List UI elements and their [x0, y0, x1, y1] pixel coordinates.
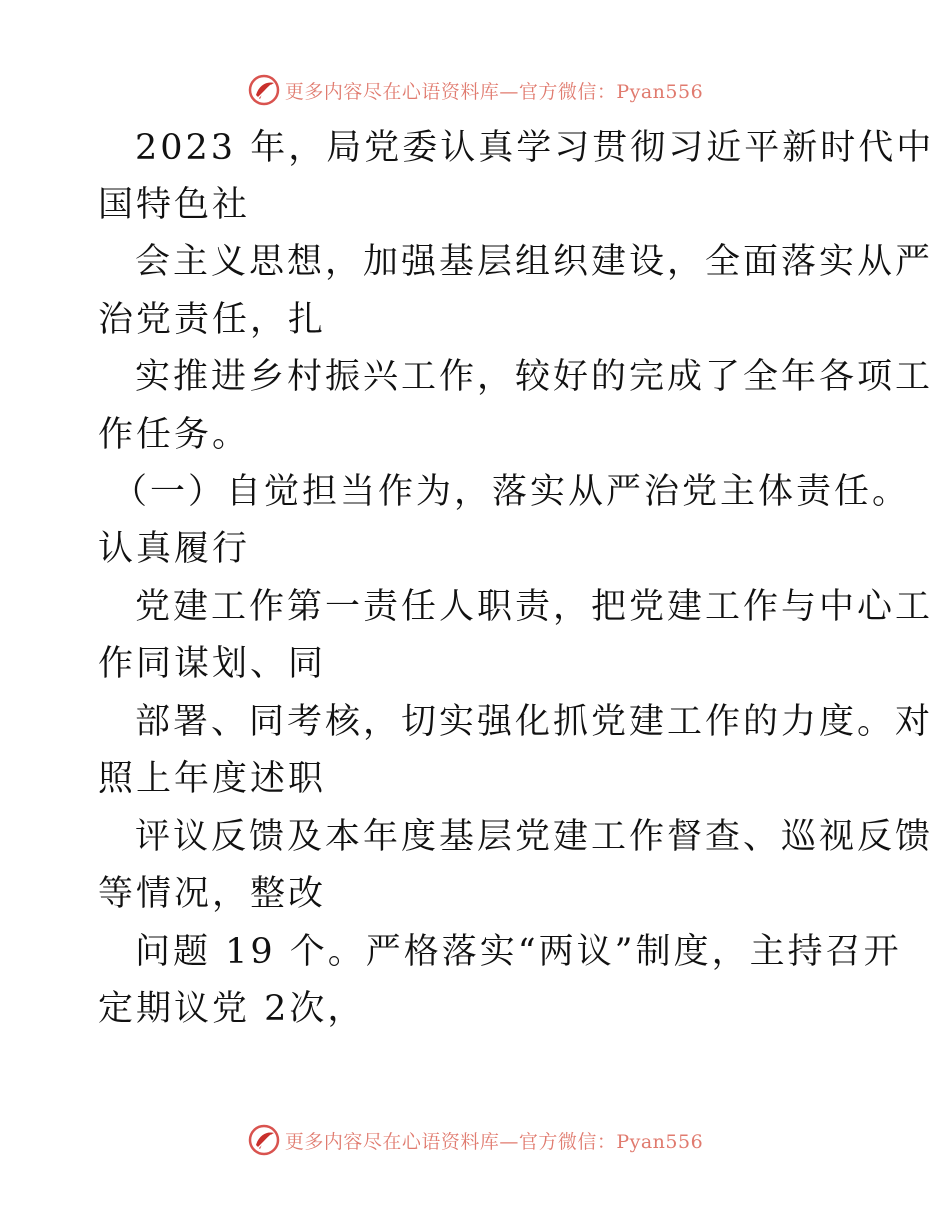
paragraph-line: 作任务。	[98, 415, 251, 455]
paragraph-line: 党建工作第一责任人职责，把党建工作与中心工	[135, 587, 934, 627]
paragraph-line: 问题 19 个。严格落实“两议”制度，主持召开	[135, 932, 902, 972]
footer-banner	[0, 1120, 950, 1160]
paragraph-line: 2023 年，局党委认真学习贯彻习近平新时代中	[135, 128, 935, 168]
paragraph-line: 部署、同考核，切实强化抓党建工作的力度。对	[135, 702, 934, 742]
paragraph-line: 会主义思想，加强基层组织建设，全面落实从严	[135, 242, 934, 282]
paragraph-line: 作同谋划、同	[98, 644, 327, 684]
section-heading-line: （一）自觉担当作为，落实从严治党主体责任。	[112, 472, 911, 512]
paragraph-line: 实推进乡村振兴工作，较好的完成了全年各项工	[135, 357, 934, 397]
brand-logo-icon	[247, 73, 281, 107]
brand-logo-icon	[247, 1123, 281, 1157]
header-banner	[0, 70, 950, 110]
paragraph-line: 国特色社	[98, 185, 251, 225]
paragraph-line: 照上年度述职	[98, 759, 327, 799]
paragraph-line: 认真履行	[98, 529, 251, 569]
paragraph-line: 治党责任，扎	[98, 300, 327, 340]
footer-banner-text: 更多内容尽在心语资料库—官方微信：Pyan556	[284, 1130, 704, 1153]
paragraph-line: 等情况，整改	[98, 874, 327, 914]
paragraph-line: 评议反馈及本年度基层党建工作督查、巡视反馈	[135, 817, 934, 857]
paragraph-line: 定期议党 2次，	[98, 989, 366, 1029]
header-banner-text: 更多内容尽在心语资料库—官方微信：Pyan556	[284, 80, 704, 103]
